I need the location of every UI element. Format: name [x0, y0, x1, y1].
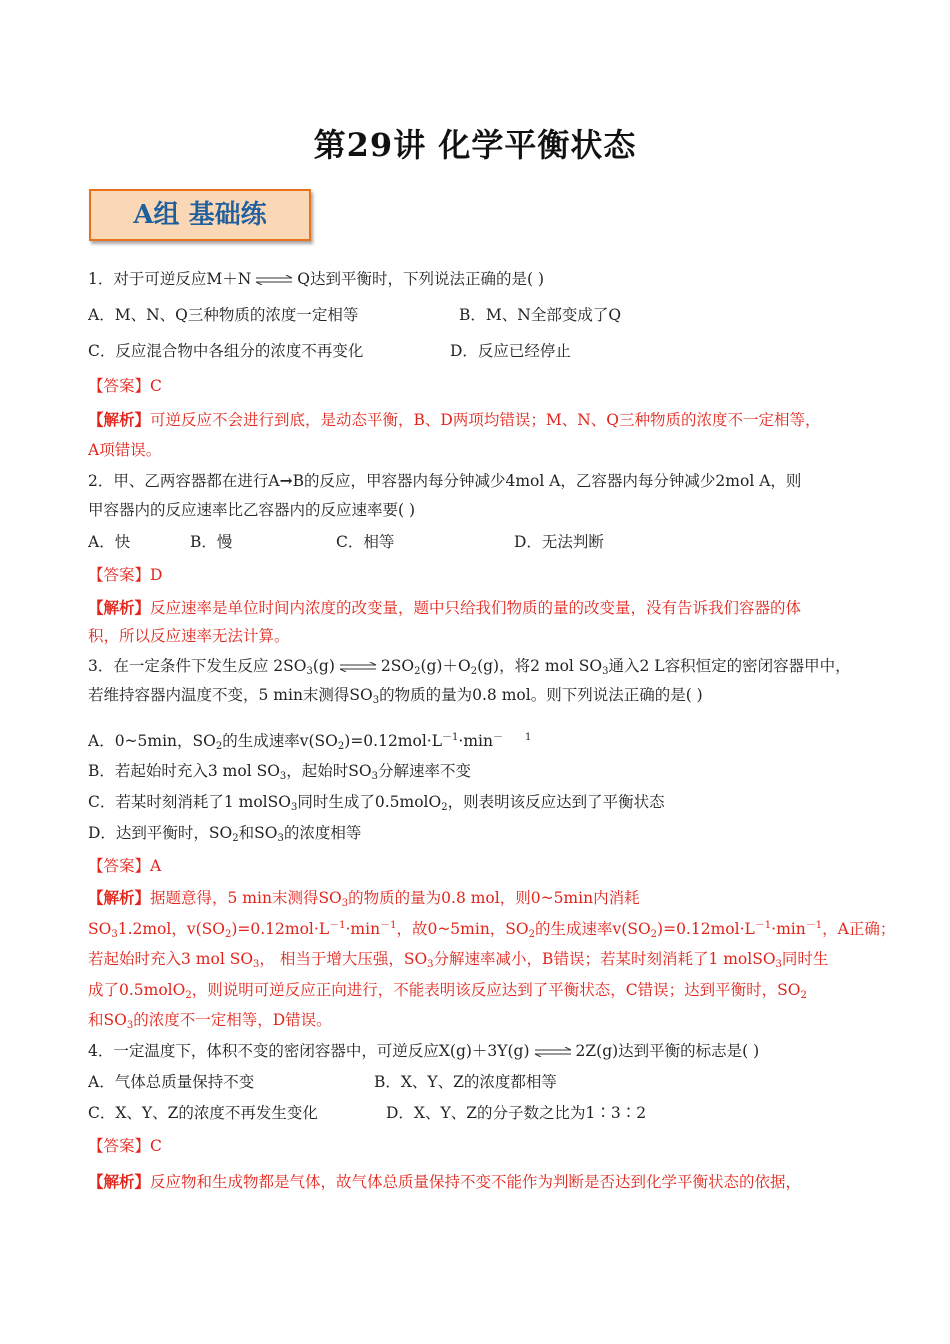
q2-option-d: D．无法判断 — [514, 533, 604, 551]
q3-answer: 【答案】A — [88, 857, 162, 875]
equilibrium-arrow-icon — [254, 275, 294, 285]
q4-stem: 4．一定温度下，体积不变的密闭容器中，可逆反应X(g)＋3Y(g) 2Z(g)达到平衡的标志是( ) — [88, 1042, 760, 1060]
q4-answer: 【答案】C — [88, 1137, 162, 1155]
q4-option-b: B．X、Y、Z的浓度都相等 — [374, 1073, 557, 1091]
q2-explanation-line2: 积，所以反应速率无法计算。 — [88, 627, 290, 645]
equilibrium-arrow-icon — [338, 662, 378, 672]
q1-option-c: C．反应混合物中各组分的浓度不再变化 — [88, 342, 364, 360]
q3-explanation-line2: $SO_31.2mol$，$v(SO_2)=0.12mol\cdot L^{-1}\cdot\min^{-1}$，故0~5min，$SO_2$的生成速率$v(SO_2)=0.12mol\cdot L^{-1}\cdot\min^{-1}$，A正确； — [88, 920, 896, 940]
q2-option-a: A．快 — [88, 533, 131, 551]
q3-option-a: A．0~5min，$SO_2$的生成速率$v(SO_2)=0.12mol\cdot L^{-1}\cdot\min^-$ $^1$ — [88, 732, 532, 752]
q4-option-a: A．气体总质量保持不变 — [88, 1073, 255, 1091]
q2-explanation-line1: 【解析】反应速率是单位时间内浓度的改变量，题中只给我们物质的量的改变量，没有告诉我们容器的体 — [88, 598, 802, 617]
q2-option-b: B．慢 — [190, 533, 233, 551]
q3-option-d: D．达到平衡时，$SO_2$和$SO_3$的浓度相等 — [88, 824, 362, 844]
q3-explanation-line1: 【解析】据题意得，5 min末测得$SO_3$的物质的量为0.8 mol，则0~5min内消耗 — [88, 888, 640, 909]
q3-explanation-line3: 若起始时充入3 mol $SO_3$， 相当于增大压强，$SO_3$分解速率减小，B错误；若某时刻消耗了1 molSO$_3$同时生 — [88, 950, 829, 970]
q2-stem-line2: 甲容器内的反应速率比乙容器内的反应速率要( ) — [88, 501, 416, 519]
q4-option-d: D．X、Y、Z的分子数之比为1∶3∶2 — [386, 1104, 647, 1122]
q4-option-c: C．X、Y、Z的浓度不再发生变化 — [88, 1104, 318, 1122]
q1-stem: 1．对于可逆反应M＋N Q达到平衡时，下列说法正确的是( ) — [88, 270, 545, 288]
q3-option-b: B．若起始时充入3 mol $SO_3$，起始时$SO_3$分解速率不变 — [88, 762, 472, 782]
section-banner — [89, 189, 311, 241]
q3-stem-line2: 若维持容器内温度不变，5 min末测得$SO_3$的物质的量为0.8 mol。则下列说法正确的是( ) — [88, 686, 703, 706]
equilibrium-arrow-icon — [533, 1047, 573, 1057]
section-banner-label: A组 基础练 — [133, 200, 267, 230]
arrow-icon: → — [279, 471, 293, 490]
q4-explanation-line1: 【解析】反应物和生成物都是气体，故气体总质量保持不变不能作为判断是否达到化学平衡状态的依据， — [88, 1172, 802, 1191]
q2-stem-line1: 2．甲、乙两容器都在进行A→B的反应，甲容器内每分钟减少4mol A，乙容器内每分钟减少2mol A，则 — [88, 471, 802, 490]
q1-answer: 【答案】C — [88, 377, 162, 395]
page-title: 第29讲 化学平衡状态 — [313, 126, 637, 164]
q2-answer: 【答案】D — [88, 566, 163, 584]
q3-stem-line1: 3．在一定条件下发生反应 $2SO_3(g)$ $2SO_2(g)+O_2(g)$，将2 mol $SO_3$通入2 L容积恒定的密闭容器甲中， — [88, 657, 851, 677]
q1-option-d: D．反应已经停止 — [450, 342, 571, 360]
q3-option-c: C．若某时刻消耗了1 molSO$_3$同时生成了0.5molO$_2$，则表明该反应达到了平衡状态 — [88, 793, 665, 813]
q1-explanation-line2: A项错误。 — [88, 441, 162, 459]
q3-explanation-line4: 成了0.5molO$_2$，则说明可逆反应正向进行，不能表明该反应达到了平衡状态，C错误；达到平衡时，$SO_2$ — [88, 981, 807, 1001]
q2-option-c: C．相等 — [336, 533, 395, 551]
q1-explanation-line1: 【解析】可逆反应不会进行到底，是动态平衡，B、D两项均错误；M、N、Q三种物质的浓度不一定相等， — [88, 410, 821, 429]
q1-option-a: A．M、N、Q三种物质的浓度一定相等 — [88, 306, 359, 324]
q1-option-b: B．M、N全部变成了Q — [459, 306, 622, 324]
q3-explanation-line5: 和$SO_3$的浓度不一定相等，D错误。 — [88, 1011, 332, 1031]
